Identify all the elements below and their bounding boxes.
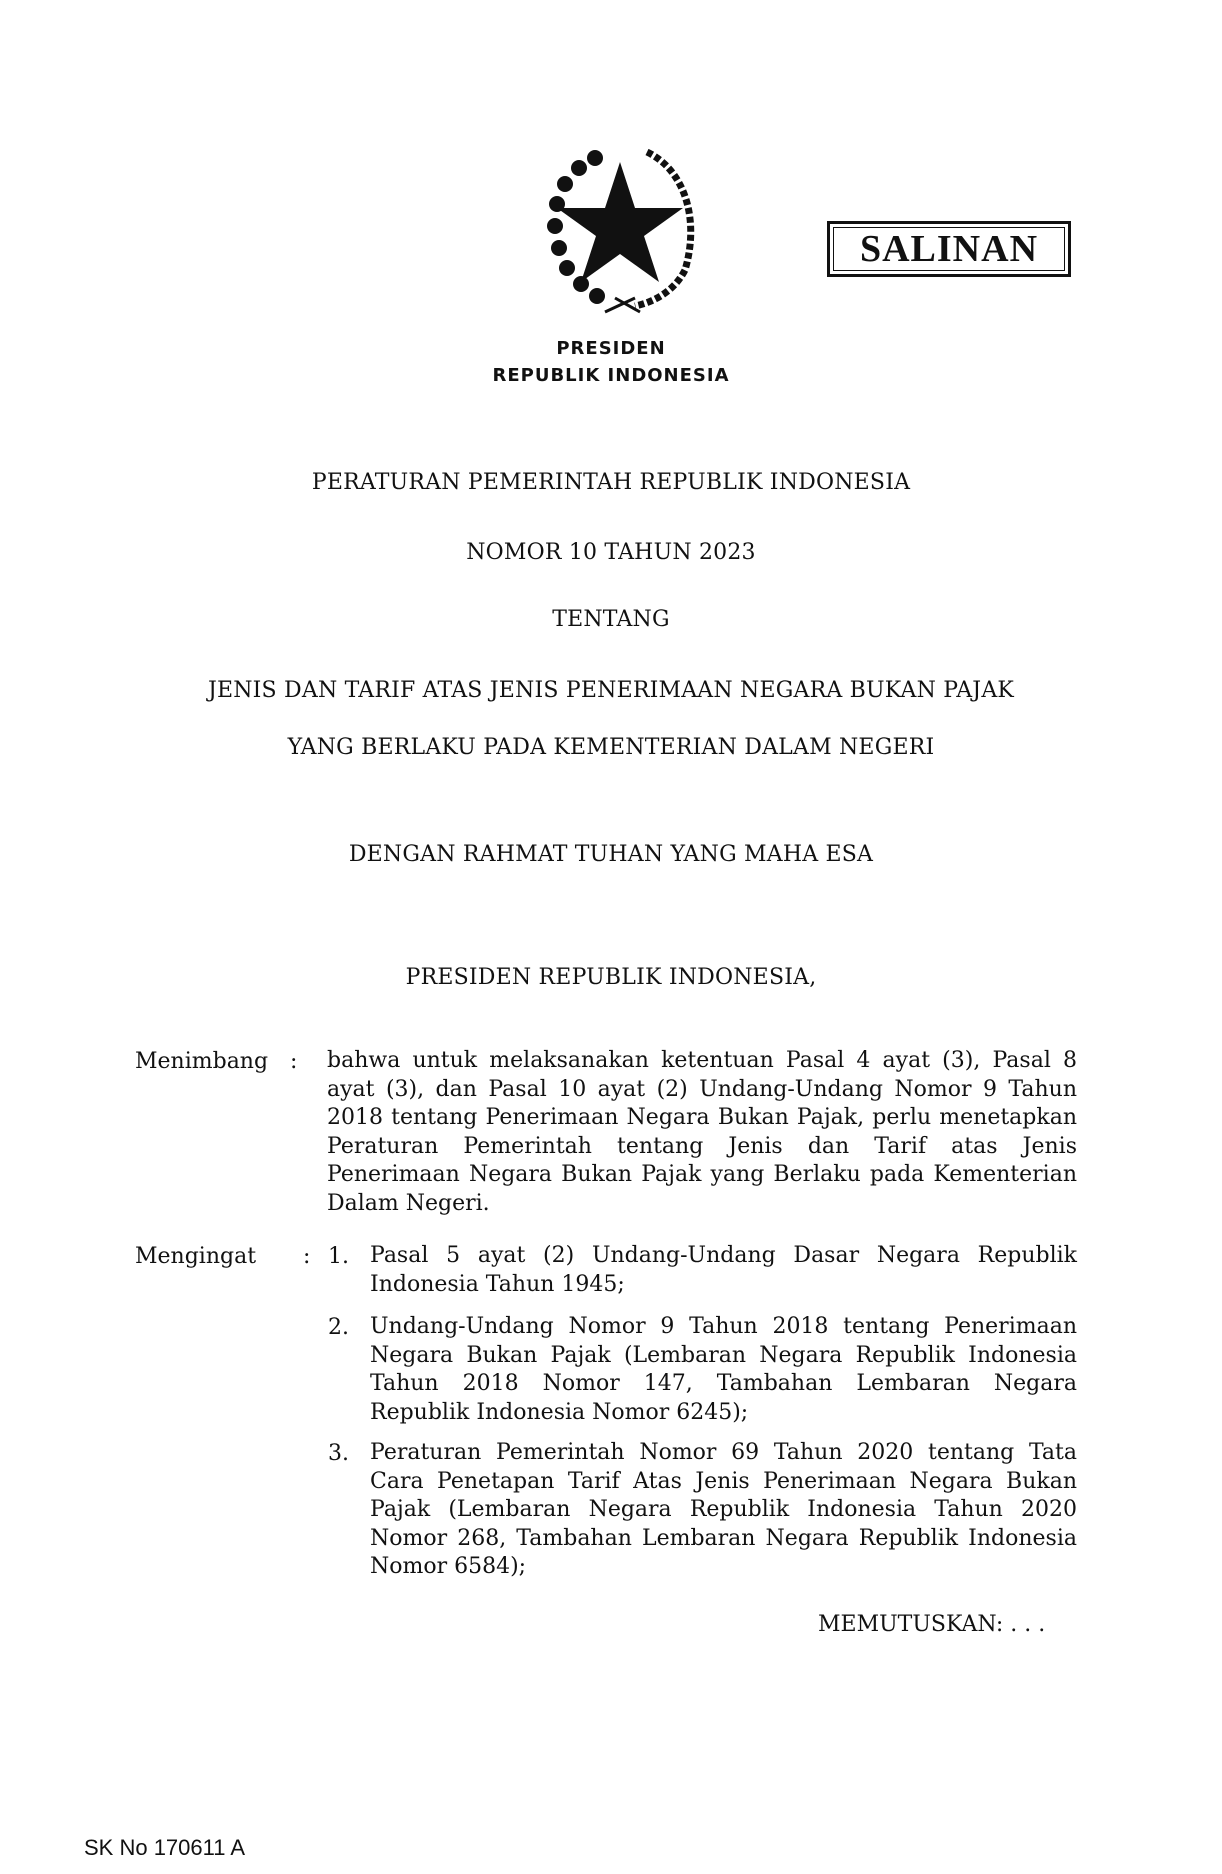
- invocation: DENGAN RAHMAT TUHAN YANG MAHA ESA: [348, 842, 874, 867]
- menimbang-text: bahwa untuk melaksanakan ketentuan Pasal 4 ayat (3), Pasal 8 ayat (3), dan Pasal 10 ayat (2) Undang-Undang Nomor 9 Tahun 2018 tentang Penerimaan Negara Bukan Pajak, perlu menetapkan Peraturan Pemerintah tentang Jenis dan Tarif atas Jenis Penerimaan Negara Bukan Pajak yang Berlaku pada Kementerian Dalam Negeri.: [327, 1048, 1077, 1216]
- document-subject-line1: JENIS DAN TARIF ATAS JENIS PENERIMAAN NEGARA BUKAN PAJAK: [207, 678, 1015, 703]
- mengingat-item-text: Pasal 5 ayat (2) Undang-Undang Dasar Negara Republik Indonesia Tahun 1945;: [370, 1243, 1077, 1297]
- memutuskan-continuation: MEMUTUSKAN: . . .: [818, 1612, 1046, 1637]
- salinan-stamp: SALINAN: [827, 221, 1071, 277]
- sk-number-footer: SK No 170611 A: [84, 1835, 246, 1860]
- emblem-caption-presiden: PRESIDEN: [556, 338, 666, 359]
- mengingat-item-number: 2.: [328, 1315, 349, 1340]
- document-number: NOMOR 10 TAHUN 2023: [466, 540, 756, 565]
- document-subject-line2: YANG BERLAKU PADA KEMENTERIAN DALAM NEGERI: [287, 735, 935, 760]
- mengingat-item-number: 1.: [328, 1244, 349, 1269]
- mengingat-item-number: 3.: [328, 1441, 349, 1466]
- emblem-caption-republik: REPUBLIK INDONESIA: [492, 365, 730, 386]
- garuda-star-emblem-icon: [535, 140, 705, 320]
- mengingat-label: Mengingat: [135, 1244, 257, 1269]
- mengingat-item-text: Peraturan Pemerintah Nomor 69 Tahun 2020 tentang Tata Cara Penetapan Tarif Atas Jenis Penerimaan Negara Bukan Pajak (Lembaran Negara Republik Indonesia Tahun 2020 Nomor 268, Tambahan Lembaran Negara Republik Indonesia Nomor 6584);: [370, 1440, 1077, 1579]
- menimbang-label: Menimbang: [135, 1049, 269, 1074]
- president-heading: PRESIDEN REPUBLIK INDONESIA,: [405, 965, 817, 990]
- mengingat-item-text: Undang-Undang Nomor 9 Tahun 2018 tentang Penerimaan Negara Bukan Pajak (Lembaran Negara Republik Indonesia Tahun 2018 Nomor 147, Tambahan Lembaran Negara Republik Indonesia Nomor 6245);: [370, 1314, 1077, 1425]
- mengingat-colon: :: [303, 1244, 311, 1269]
- menimbang-colon: :: [290, 1049, 298, 1074]
- document-title: PERATURAN PEMERINTAH REPUBLIK INDONESIA: [311, 470, 911, 495]
- document-tentang: TENTANG: [552, 607, 670, 632]
